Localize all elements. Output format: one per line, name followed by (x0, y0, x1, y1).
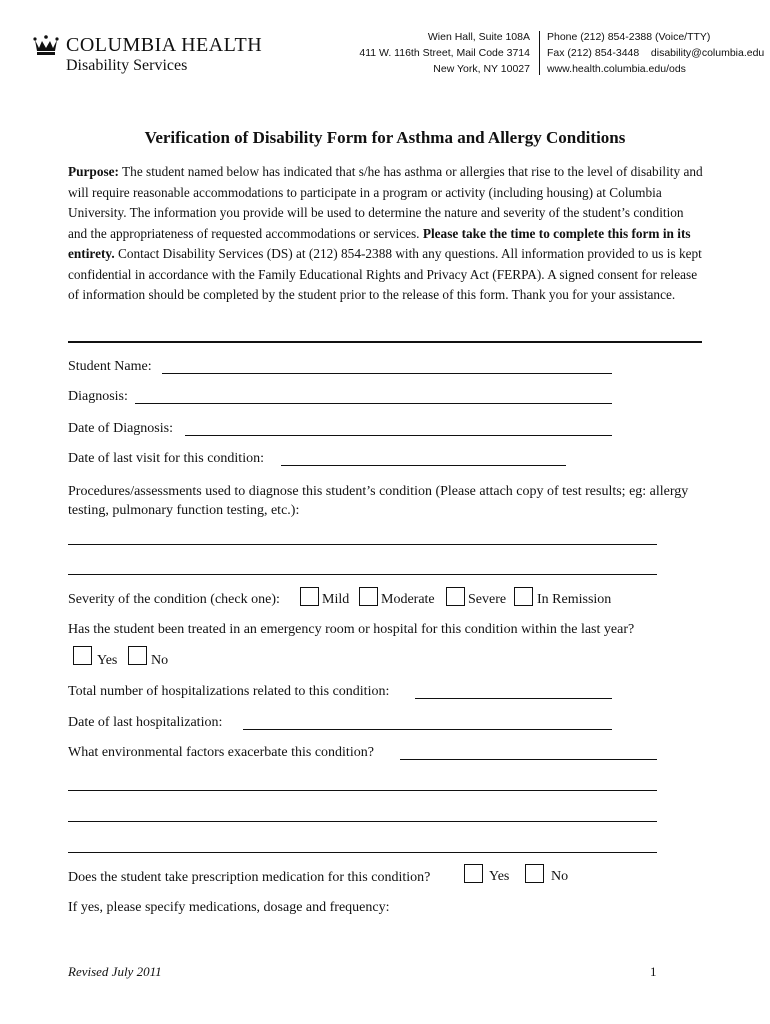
er-question-label: Has the student been treated in an emergency room or hospital for this condition within the last year? (68, 622, 635, 637)
header-divider (539, 31, 540, 75)
severity-remission-label: In Remission (537, 592, 612, 607)
last-hospitalization-label: Date of last hospitalization: (68, 715, 223, 730)
purpose-bold-text: Please take the time to complete this form in its entirety. (68, 225, 691, 261)
severity-moderate-label: Moderate (381, 592, 435, 607)
form-title: Verification of Disability Form for Asthma and Allergy Conditions (144, 128, 626, 147)
severity-moderate-checkbox[interactable] (359, 587, 378, 606)
er-yes-checkbox[interactable] (73, 646, 92, 665)
address-line-2: 411 W. 116th Street, Mail Code 3714 (359, 47, 530, 59)
contact-fax-email: Fax (212) 854-3448 disability@columbia.edu (547, 47, 765, 59)
environmental-field-line-4[interactable] (68, 852, 657, 853)
environmental-label: What environmental factors exacerbate this condition? (68, 745, 374, 760)
er-no-checkbox[interactable] (128, 646, 147, 665)
procedures-field-line-2[interactable] (68, 574, 657, 575)
environmental-field-line-2[interactable] (68, 790, 657, 791)
last-hospitalization-field[interactable] (243, 729, 612, 730)
severity-mild-checkbox[interactable] (300, 587, 319, 606)
environmental-field-line-1[interactable] (400, 759, 657, 760)
section-divider (68, 341, 702, 343)
medication-question-label: Does the student take prescription medication for this condition? (68, 870, 431, 885)
address-line-3: New York, NY 10027 (433, 63, 530, 75)
contact-phone: Phone (212) 854-2388 (Voice/TTY) (547, 31, 711, 43)
medication-yes-checkbox[interactable] (464, 864, 483, 883)
date-of-diagnosis-field[interactable] (185, 435, 612, 436)
medication-no-label: No (551, 869, 569, 884)
student-name-field[interactable] (162, 373, 612, 374)
purpose-text-1: The student named below has indicated that s/he has asthma or allergies that rise to the level of disability and will require reasonable accommodations to participate in a program or activity (including housing) at Columbia University. The information you provide will be used to determine the nature and severity of the student’s condition and the appropriateness of requested accommodations or services. (68, 164, 703, 241)
org-subtitle: Disability Services (66, 57, 188, 74)
purpose-label: Purpose: (68, 164, 119, 179)
hospitalizations-field[interactable] (415, 698, 612, 699)
medication-yes-label: Yes (489, 869, 510, 884)
org-name: COLUMBIA HEALTH (66, 34, 263, 56)
severity-label: Severity of the condition (check one): (68, 592, 280, 607)
diagnosis-field[interactable] (135, 403, 612, 404)
severity-severe-label: Severe (468, 592, 507, 607)
er-no-label: No (151, 653, 169, 668)
last-visit-label: Date of last visit for this condition: (68, 451, 264, 466)
contact-website: www.health.columbia.edu/ods (547, 63, 686, 75)
severity-severe-checkbox[interactable] (446, 587, 465, 606)
medication-no-checkbox[interactable] (525, 864, 544, 883)
medication-specify-label: If yes, please specify medications, dosage and frequency: (68, 900, 390, 915)
procedures-field-line-1[interactable] (68, 544, 657, 545)
procedures-label: Procedures/assessments used to diagnose this student’s condition (Please attach copy of test results; eg: allergy testing, pulmonary function testing, etc.): (68, 484, 689, 518)
address-line-1: Wien Hall, Suite 108A (427, 31, 530, 43)
purpose-text-2: Contact Disability Services (DS) at (212) 854-2388 with any questions. All information provided to us is kept confidential in accordance with the Family Educational Rights and Privacy Act (FERPA). A signed consent for release of information should be completed by the student prior to the release of this form. Thank you for your assistance. (68, 246, 702, 302)
date-of-diagnosis-label: Date of Diagnosis: (68, 421, 173, 436)
hospitalizations-label: Total number of hospitalizations related to this condition: (68, 684, 390, 699)
environmental-field-line-3[interactable] (68, 821, 657, 822)
page-number: 1 (650, 964, 657, 979)
student-name-label: Student Name: (68, 359, 152, 374)
diagnosis-label: Diagnosis: (68, 389, 128, 404)
revision-date: Revised July 2011 (68, 964, 162, 979)
last-visit-field[interactable] (281, 465, 566, 466)
er-yes-label: Yes (97, 653, 118, 668)
purpose-paragraph (68, 162, 704, 306)
severity-mild-label: Mild (322, 592, 350, 607)
severity-remission-checkbox[interactable] (514, 587, 533, 606)
crown-logo-icon (33, 34, 59, 56)
